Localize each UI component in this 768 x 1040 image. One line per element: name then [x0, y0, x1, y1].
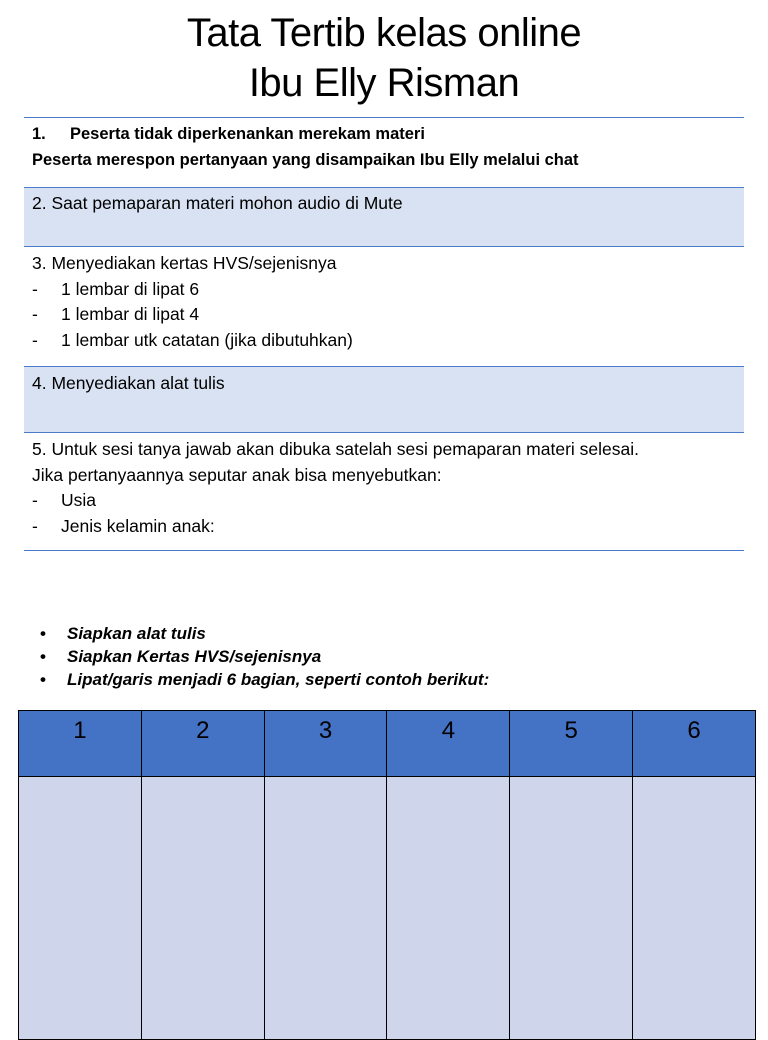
fold-column-header: 3: [264, 711, 387, 777]
bullet-icon: •: [40, 647, 46, 666]
fold-cell: [387, 777, 510, 1040]
rule-3-item: [32, 328, 736, 354]
bullet-icon: •: [40, 624, 46, 643]
fold-column-header: 1: [19, 711, 142, 777]
rule-5-item: [32, 488, 736, 514]
rule-1-line-1: Peserta tidak diperkenankan merekam materi: [70, 125, 425, 143]
rule-4: [24, 366, 744, 432]
fold-column-header: 6: [633, 711, 756, 777]
page-title-line-1: Tata Tertib kelas online: [186, 11, 582, 55]
rules-list: [24, 117, 744, 551]
rule-5-line-2: Jika pertanyaannya seputar anak bisa menyebutkan:: [32, 464, 442, 485]
dash-marker: -: [32, 515, 38, 536]
rule-3: [24, 246, 744, 366]
fold-cell: [510, 777, 633, 1040]
list-item-text: Siapkan alat tulis: [67, 624, 206, 643]
fold-cell: [264, 777, 387, 1040]
page-title-line-2: Ibu Elly Risman: [248, 61, 520, 105]
dash-marker: -: [32, 278, 38, 299]
list-item: [40, 622, 489, 645]
rule-5-text: 5. Untuk sesi tanya jawab akan dibuka satelah sesi pemaparan materi selesai.: [32, 439, 640, 459]
rule-5-item-text: Jenis kelamin anak:: [61, 515, 215, 536]
rule-3-item: [32, 277, 736, 303]
fold-cell: [141, 777, 264, 1040]
rule-3-item-text: 1 lembar di lipat 6: [61, 278, 200, 299]
rule-2: [24, 187, 744, 246]
fold-column-header: 5: [510, 711, 633, 777]
rule-1-number: 1.: [32, 125, 46, 143]
rule-2-text: 2. Saat pemaparan materi mohon audio di Mute: [32, 193, 403, 213]
dash-marker: -: [32, 329, 38, 350]
list-item-text: Lipat/garis menjadi 6 bagian, seperti contoh berikut:: [67, 670, 490, 689]
list-item: [40, 645, 489, 668]
fold-column-header: 2: [141, 711, 264, 777]
bullet-icon: •: [40, 670, 46, 689]
rule-5: [24, 432, 744, 550]
rule-3-text: 3. Menyediakan kertas HVS/sejenisnya: [32, 253, 337, 273]
rule-1: [24, 118, 744, 187]
fold-table-body-row: [19, 777, 756, 1040]
rule-5-item: [32, 514, 736, 540]
fold-cell: [19, 777, 142, 1040]
dash-marker: -: [32, 304, 38, 324]
list-item-text: Siapkan Kertas HVS/sejenisnya: [67, 647, 322, 666]
dash-marker: -: [32, 490, 38, 510]
fold-table-header-row: [19, 711, 756, 777]
fold-cell: [633, 777, 756, 1040]
rule-3-item-text: 1 lembar di lipat 4: [61, 304, 200, 324]
fold-table: [18, 710, 756, 1040]
list-item: [40, 668, 489, 691]
rule-3-item: [32, 302, 736, 328]
rule-3-item-text: 1 lembar utk catatan (jika dibutuhkan): [61, 329, 353, 350]
rule-4-text: 4. Menyediakan alat tulis: [32, 373, 225, 393]
fold-column-header: 4: [387, 711, 510, 777]
rule-5-item-text: Usia: [61, 490, 97, 510]
instruction-list: [40, 622, 489, 691]
rule-1-line-2: Peserta merespon pertanyaan yang disampaikan Ibu Elly melalui chat: [32, 150, 579, 169]
